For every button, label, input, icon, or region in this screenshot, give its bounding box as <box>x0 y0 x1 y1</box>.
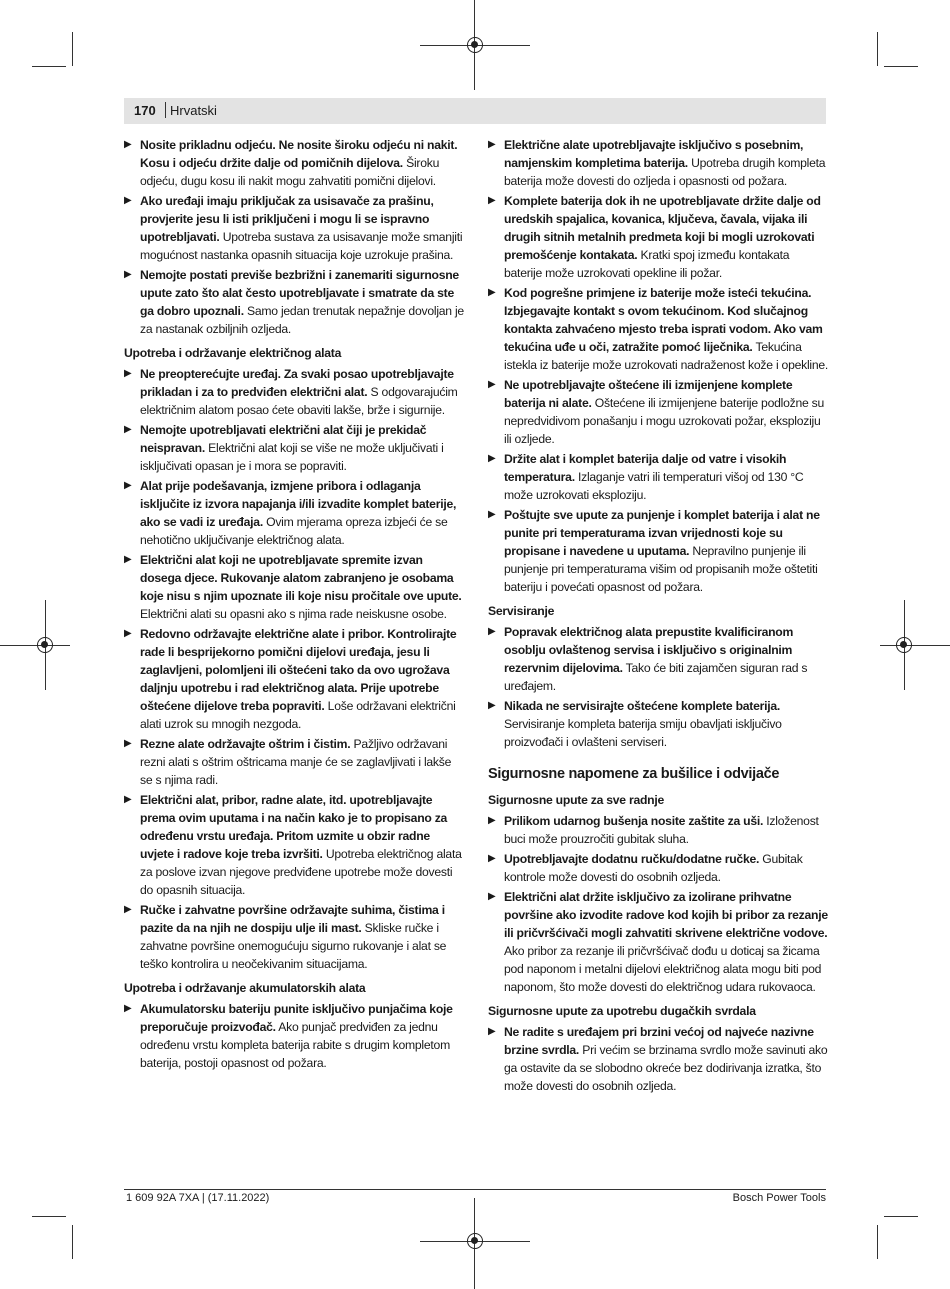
instruction-bold: Ne preopterećujte uređaj. Za svaki posao upotrebljavajte prikladan i za to predviđen električni alat. <box>140 367 454 399</box>
instruction-text: Električni alat koji se više ne može uključivati i isključivati opasan je i mora se popraviti. <box>140 441 444 473</box>
document-number: 1 609 92A 7XA | (17.11.2022) <box>126 1192 270 1204</box>
registration-mark-icon <box>896 637 912 653</box>
instruction-text: S odgovarajućim električnim alatom posao ćete obaviti lakše, brže i sigurnije. <box>140 385 458 417</box>
subsection-heading: Sigurnosne upute za sve radnje <box>488 793 665 807</box>
instruction-bold: Nemojte postati previše bezbrižni i zanemariti sigurnosne upute zato što alat često upotrebljavate i smatrate da ste ga dobro upoznali. <box>140 268 459 318</box>
instruction-text: Ovim mjerama opreza izbjeći će se nehotično uključivanje električnog alata. <box>140 515 448 547</box>
crop-mark <box>32 1216 66 1217</box>
instruction-text: Ako pribor za rezanje ili pričvršćivač dođu u doticaj sa žicama pod naponom i metalni dijelovi električnog alata mogu biti pod naponom, što može dovesti do električnog udara rukovaoca. <box>504 944 822 994</box>
safety-instruction <box>124 477 466 549</box>
brand-footer: Bosch Power Tools <box>732 1192 826 1204</box>
subsection-heading: Servisiranje <box>488 604 555 618</box>
section-heading: Sigurnosne napomene za bušilice i odvijače <box>488 766 780 782</box>
bullet-arrow-icon: ▶ <box>488 1026 496 1037</box>
footer-rule <box>124 1189 826 1190</box>
instruction-bold: Nikada ne servisirajte oštećene komplete baterija. <box>504 699 781 713</box>
instruction-bold: Držite alat i komplet baterija dalje od vatre i visokih temperatura. <box>504 452 787 484</box>
bullet-arrow-icon: ▶ <box>124 368 132 379</box>
crop-mark <box>884 1216 918 1217</box>
bullet-arrow-icon: ▶ <box>124 480 132 491</box>
instruction-text: Nepravilno punjenje ili punjenje pri temperaturama višim od propisanih može oštetiti bateriju i povećati opasnost od požara. <box>504 544 818 594</box>
instruction-bold: Ne upotrebljavajte oštećene ili izmijenjene komplete baterija ni alate. <box>504 378 793 410</box>
safety-instruction <box>124 136 466 190</box>
bullet-arrow-icon: ▶ <box>488 287 496 298</box>
instruction-text: Upotreba sustava za usisavanje može smanjiti mogućnost nastanka opasnih situacija koje uzrokuje prašina. <box>140 230 463 262</box>
safety-instruction <box>488 812 830 848</box>
safety-instruction <box>488 284 830 374</box>
right-column <box>488 136 830 1097</box>
left-column <box>124 136 466 1074</box>
bullet-arrow-icon: ▶ <box>124 738 132 749</box>
safety-instruction <box>124 192 466 264</box>
instruction-bold: Električni alat, pribor, radne alate, itd. upotrebljavajte prema ovim uputama i na način kako je to propisano za određenu vrstu uređaja. Pritom uzmite u obzir radne uvjete i radove koje treba izvršiti. <box>140 793 448 861</box>
crop-mark <box>72 32 73 66</box>
instruction-text: Kratki spoj između kontakata baterije može uzrokovati opekline ili požar. <box>504 248 790 280</box>
instruction-text: Tekućina istekla iz baterije može uzrokovati nadraženost kože i opekline. <box>504 340 829 372</box>
instruction-bold: Akumulatorsku bateriju punite isključivo punjačima koje preporučuje proizvođač. <box>140 1002 453 1034</box>
safety-instruction <box>488 850 830 886</box>
bullet-arrow-icon: ▶ <box>488 195 496 206</box>
safety-instruction <box>124 1000 466 1072</box>
instruction-text: Električni alati su opasni ako s njima rade neiskusne osobe. <box>140 607 447 621</box>
safety-instruction <box>124 901 466 973</box>
instruction-text: Samo jedan trenutak nepažnje dovoljan je za nastanak ozbiljnih ozljeda. <box>140 304 464 336</box>
instruction-bold: Električne alate upotrebljavajte isključivo s posebnim, namjenskim kompletima baterija. <box>504 138 804 170</box>
crop-mark <box>0 645 70 646</box>
bullet-arrow-icon: ▶ <box>488 853 496 864</box>
crop-mark <box>877 1225 878 1259</box>
instruction-bold: Redovno održavajte električne alate i pribor. Kontrolirajte rade li besprijekorno pomični dijelovi uređaja, jesu li zaglavljeni, polomljeni ili oštećeni tako da ovo ugrožava daljnju upotrebu i rad električnog alata. Prije upotrebe oštećene dijelove treba popraviti. <box>140 627 457 713</box>
subsection-heading: Upotreba i održavanje električnog alata <box>124 346 342 360</box>
bullet-arrow-icon: ▶ <box>488 453 496 464</box>
instruction-text: Loše održavani električni alati uzrok su mnogih nezgoda. <box>140 699 456 731</box>
instruction-bold: Nosite prikladnu odjeću. Ne nosite široku odjeću ni nakit. Kosu i odjeću držite dalje od pomičnih dijelova. <box>140 138 458 170</box>
language-label: Hrvatski <box>170 103 217 118</box>
instruction-text: Upotreba drugih kompleta baterija može dovesti do ozljeda i opasnosti od požara. <box>504 156 826 188</box>
instruction-bold: Ne radite s uređajem pri brzini većoj od najveće nazivne brzine svrdla. <box>504 1025 814 1057</box>
instruction-bold: Prilikom udarnog bušenja nosite zaštite za uši. <box>504 814 764 828</box>
bullet-arrow-icon: ▶ <box>124 628 132 639</box>
bullet-arrow-icon: ▶ <box>124 554 132 565</box>
safety-instruction <box>488 450 830 504</box>
crop-mark <box>880 645 950 646</box>
instruction-text: Pažljivo održavani rezni alati s oštrim oštricama manje će se zaglavljivati i lakše se s njima radi. <box>140 737 452 787</box>
instruction-bold: Električni alat držite isključivo za izolirane prihvatne površine ako izvodite radove kod kojih bi pribor za rezanje ili pričvršćivači mogli zahvatiti skrivene električne vodove. <box>504 890 828 940</box>
instruction-text: Izloženost buci može prouzročiti gubitak sluha. <box>504 814 819 846</box>
header-divider <box>165 102 166 118</box>
subsection-heading: Upotreba i održavanje akumulatorskih alata <box>124 981 366 995</box>
instruction-bold: Ručke i zahvatne površine održavajte suhima, čistima i pazite da na njih ne dospiju ulje ili mast. <box>140 903 445 935</box>
bullet-arrow-icon: ▶ <box>124 139 132 150</box>
page-number: 170 <box>134 103 156 118</box>
safety-instruction <box>124 551 466 623</box>
bullet-arrow-icon: ▶ <box>488 700 496 711</box>
crop-mark <box>877 32 878 66</box>
instruction-bold: Nemojte upotrebljavati električni alat čiji je prekidač neispravan. <box>140 423 427 455</box>
instruction-bold: Ako uređaji imaju priključak za usisavače za prašinu, provjerite jesu li isti priključeni i mogu li se ispravno upotrebljavati. <box>140 194 434 244</box>
instruction-text: Gubitak kontrole može dovesti do osobnih ozljeda. <box>504 852 803 884</box>
safety-instruction <box>488 623 830 695</box>
registration-mark-icon <box>467 37 483 53</box>
instruction-text: Pri većim se brzinama svrdlo može savinuti ako ga ostavite da se slobodno okreće bez dodirivanja izratka, što može dovesti do osobnih ozljeda. <box>504 1043 828 1093</box>
bullet-arrow-icon: ▶ <box>124 424 132 435</box>
safety-instruction <box>488 888 830 996</box>
instruction-bold: Električni alat koji ne upotrebljavate spremite izvan dosega djece. Rukovanje alatom zabranjeno je osobama koje nisu s njim upoznate ili koje nisu pročitale ove upute. <box>140 553 462 603</box>
safety-instruction <box>124 421 466 475</box>
bullet-arrow-icon: ▶ <box>488 815 496 826</box>
bullet-arrow-icon: ▶ <box>124 269 132 280</box>
instruction-text: Oštećene ili izmijenjene baterije podložne su nepredvidivom ponašanju i mogu uzrokovati požar, eksploziju ili ozljede. <box>504 396 825 446</box>
safety-instruction <box>488 1023 830 1095</box>
bullet-arrow-icon: ▶ <box>488 626 496 637</box>
registration-mark-icon <box>467 1233 483 1249</box>
instruction-bold: Alat prije podešavanja, izmjene pribora i odlaganja isključite iz izvora napajanja i/ili izvadite komplet baterije, ako se vadi iz uređaja. <box>140 479 457 529</box>
bullet-arrow-icon: ▶ <box>124 794 132 805</box>
safety-instruction <box>488 192 830 282</box>
instruction-text: Upotreba električnog alata za poslove izvan njegove predviđene upotrebe može dovesti do opasnih situacija. <box>140 847 462 897</box>
safety-instruction <box>124 365 466 419</box>
instruction-bold: Rezne alate održavajte oštrim i čistim. <box>140 737 351 751</box>
page-header <box>124 98 826 124</box>
instruction-text: Ako punjač predviđen za jednu određenu vrstu kompleta baterija rabite s drugim kompletom baterija, postoji opasnost od požara. <box>140 1020 450 1070</box>
subsection-heading: Sigurnosne upute za upotrebu dugačkih svrdala <box>488 1004 756 1018</box>
safety-instruction <box>124 266 466 338</box>
instruction-bold: Kod pogrešne primjene iz baterije može isteći tekućina. Izbjegavajte kontakt s ovom tekućinom. Kod slučajnog kontakta zahvaćeno mjesto treba isprati vodom. Ako vam tekućina uđe u oči, zatražite pomoć liječnika. <box>504 286 823 354</box>
bullet-arrow-icon: ▶ <box>124 195 132 206</box>
crop-mark <box>72 1225 73 1259</box>
instruction-text: Široku odjeću, dugu kosu ili nakit mogu zahvatiti pomični dijelovi. <box>140 156 440 188</box>
safety-instruction <box>488 506 830 596</box>
bullet-arrow-icon: ▶ <box>124 1003 132 1014</box>
instruction-bold: Komplete baterija dok ih ne upotrebljavate držite dalje od uredskih spajalica, kovanica, ključeva, čavala, vijaka ili drugih sitnih metalnih predmeta koji bi mogli uzrokovati premošćenje kontakata. <box>504 194 821 262</box>
safety-instruction <box>124 791 466 899</box>
bullet-arrow-icon: ▶ <box>488 139 496 150</box>
bullet-arrow-icon: ▶ <box>488 379 496 390</box>
instruction-bold: Poštujte sve upute za punjenje i komplet baterija i alat ne punite pri temperaturama izvan vrijednosti koje su propisane i navedene u uputama. <box>504 508 820 558</box>
safety-instruction <box>488 136 830 190</box>
safety-instruction <box>488 697 830 751</box>
safety-instruction <box>488 376 830 448</box>
instruction-text: Servisiranje kompleta baterija smiju obavljati isključivo proizvođači i ovlašteni serviseri. <box>504 717 782 749</box>
bullet-arrow-icon: ▶ <box>124 904 132 915</box>
instruction-text: Tako će biti zajamčen siguran rad s uređajem. <box>504 661 808 693</box>
crop-mark <box>884 66 918 67</box>
bullet-arrow-icon: ▶ <box>488 891 496 902</box>
registration-mark-icon <box>37 637 53 653</box>
instruction-bold: Popravak električnog alata prepustite kvalificiranom osoblju ovlaštenog servisa i isključivo s originalnim rezervnim dijelovima. <box>504 625 794 675</box>
instruction-text: Skliske ručke i zahvatne površine onemogućuju sigurno rukovanje i alat se teško kontrolira u neočekivanim situacijama. <box>140 921 447 971</box>
bullet-arrow-icon: ▶ <box>488 509 496 520</box>
safety-instruction <box>124 735 466 789</box>
safety-instruction <box>124 625 466 733</box>
crop-mark <box>32 66 66 67</box>
instruction-text: Izlaganje vatri ili temperaturi višoj od 130 °C može uzrokovati eksploziju. <box>504 470 804 502</box>
instruction-bold: Upotrebljavajte dodatnu ručku/dodatne ručke. <box>504 852 760 866</box>
